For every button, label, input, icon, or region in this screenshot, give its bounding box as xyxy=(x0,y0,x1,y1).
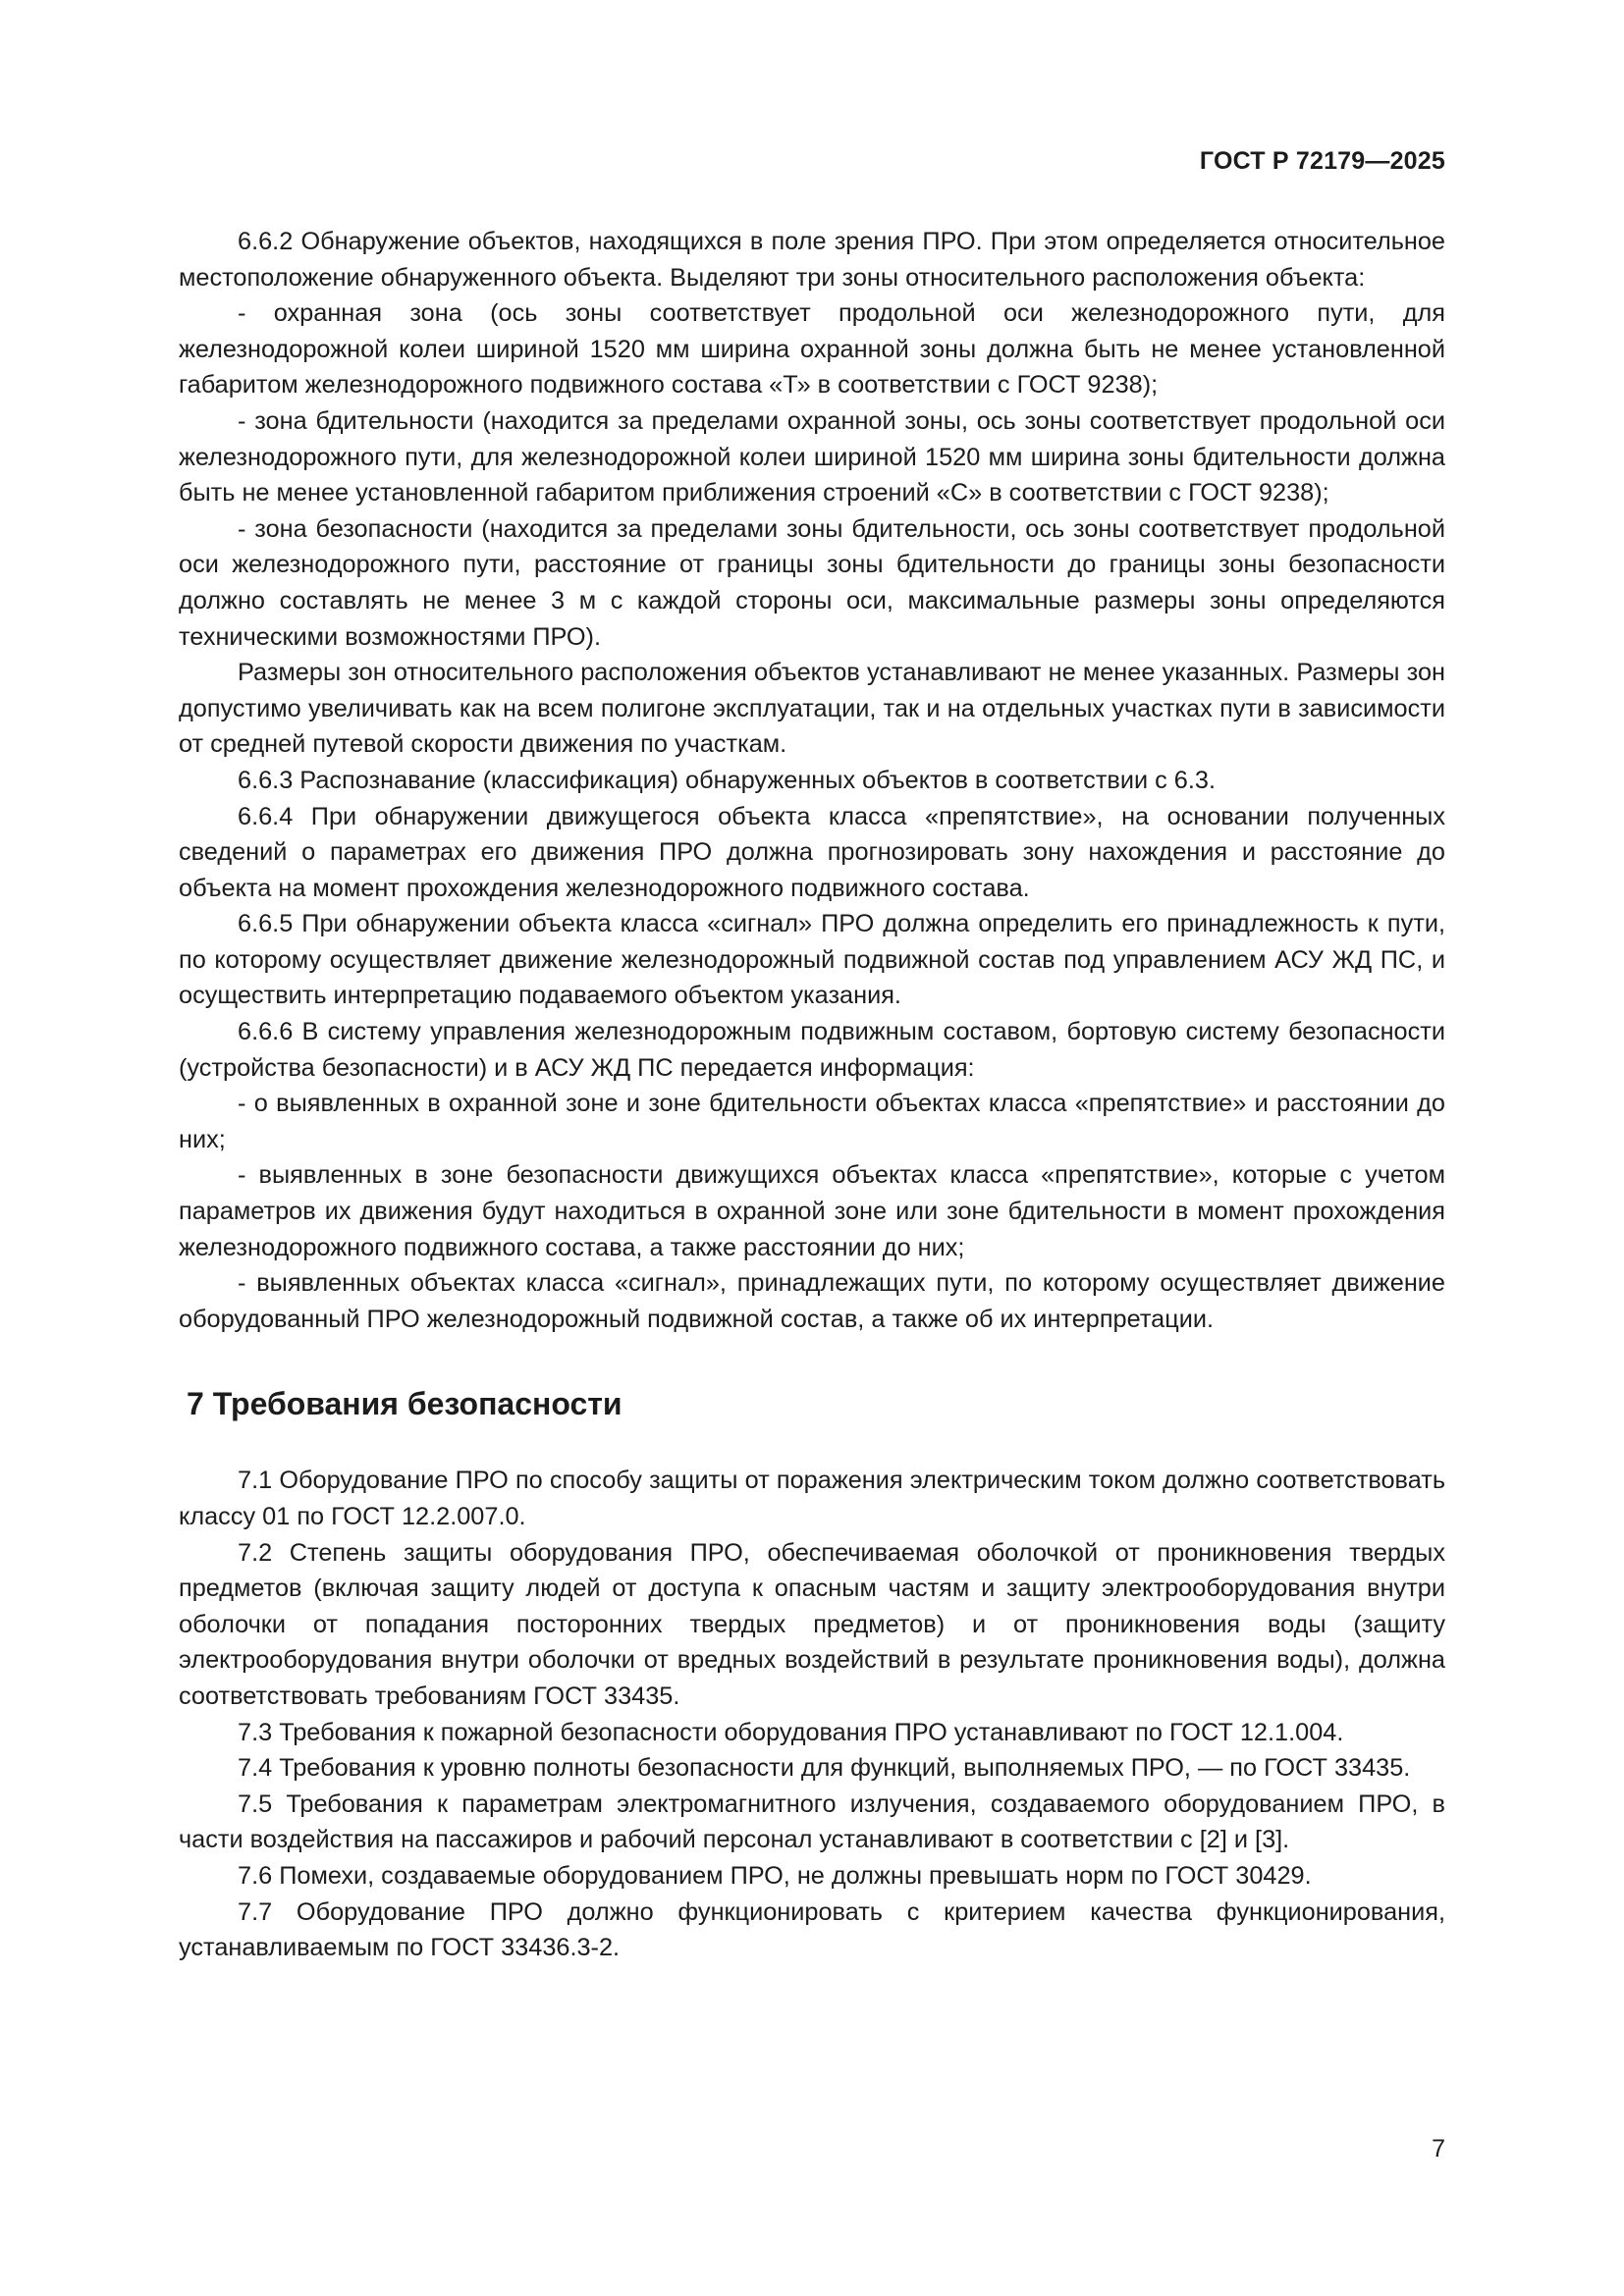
list-item-obstacles-detected: - о выявленных в охранной зоне и зоне бдительности объектах класса «препятствие» и расстоянии до них; xyxy=(179,1090,1445,1153)
paragraph-7-1: 7.1 Оборудование ПРО по способу защиты от поражения электрическим током должно соответствовать классу 01 по ГОСТ 12.2.007.0. xyxy=(179,1467,1445,1530)
paragraph-7-7: 7.7 Оборудование ПРО должно функционировать с критерием качества функционирования, устанавливаемым по ГОСТ 33436.3-2. xyxy=(179,1897,1445,1962)
list-item-signals: - выявленных объектах класса «сигнал», принадлежащих пути, по которому осуществляет движение оборудованный ПРО железнодорожный подвижной состав, а также об их интерпретации. xyxy=(179,1269,1445,1333)
paragraph-6-6-3: 6.6.3 Распознавание (классификация) обнаруженных объектов в соответствии с 6.3. xyxy=(238,766,1217,794)
paragraph-7-2: 7.2 Степень защиты оборудования ПРО, обеспечиваемая оболочкой от проникновения твердых предметов (включая защиту людей от доступа к опасным частям и защиту электрооборудования внутри оболочки от попадания посторонних твердых предметов) и от проникновения воды (защиту электрооборудования внутри оболочки от вредных воздействий в результате проникновения воды), должна соответствовать требованиям ГОСТ 33435. xyxy=(179,1538,1445,1710)
list-item-guard-zone: - охранная зона (ось зоны соответствует продольной оси железнодорожного пути, для железнодорожной колеи шириной 1520 мм ширина охранной зоны должна быть не менее установленной габаритом железнодорожного подвижного состава «Т» в соответствии с ГОСТ 9238); xyxy=(179,299,1445,400)
page-number: 7 xyxy=(1432,2135,1445,2163)
list-item-moving-obstacles: - выявленных в зоне безопасности движущихся объектах класса «препятствие», которые с учетом параметров их движения будут находиться в охранной зоне или зоне бдительности в момент прохождения железнодорожного подвижного состава, а также расстоянии до них; xyxy=(179,1161,1445,1261)
paragraph-6-6-4: 6.6.4 При обнаружении движущегося объекта класса «препятствие», на основании полученных сведений о параметрах его движения ПРО должна прогнозировать зону нахождения и расстояние до объекта на момент прохождения железнодорожного подвижного состава. xyxy=(179,802,1445,902)
page-content xyxy=(179,224,1445,1966)
paragraph-6-6-5: 6.6.5 При обнаружении объекта класса «сигнал» ПРО должна определить его принадлежность к пути, по которому осуществляет движение железнодорожный подвижной состав под управлением АСУ ЖД ПС, и осуществить интерпретацию подаваемого объектом указания. xyxy=(179,910,1445,1010)
list-item-safety-zone: - зона безопасности (находится за пределами зоны бдительности, ось зоны соответствует продольной оси железнодорожного пути, расстояние от границы зоны бдительности до границы зоны безопасности должно составлять не менее 3 м с каждой стороны оси, максимальные размеры зоны определяются техническими возможностями ПРО). xyxy=(179,514,1445,651)
list-item-vigilance-zone: - зона бдительности (находится за пределами охранной зоны, ось зоны соответствует продольной оси железнодорожного пути, для железнодорожной колеи шириной 1520 мм ширина зоны бдительности должна быть не менее установленной габаритом приближения строений «С» в соответствии с ГОСТ 9238); xyxy=(179,406,1445,507)
document-code-header: ГОСТ Р 72179—2025 xyxy=(1199,147,1445,175)
paragraph-7-4: 7.4 Требования к уровню полноты безопасности для функций, выполняемых ПРО, — по ГОСТ 33435. xyxy=(238,1754,1411,1783)
paragraph-7-3: 7.3 Требования к пожарной безопасности оборудования ПРО устанавливают по ГОСТ 12.1.004. xyxy=(238,1718,1344,1746)
section-heading-7: 7 Требования безопасности xyxy=(187,1386,623,1422)
paragraph-zone-sizes: Размеры зон относительного расположения объектов устанавливают не менее указанных. Размеры зон допустимо увеличивать как на всем полигоне эксплуатации, так и на отдельных участках пути в зависимости от средней путевой скорости движения по участкам. xyxy=(179,659,1445,759)
paragraph-7-6: 7.6 Помехи, создаваемые оборудованием ПРО, не должны превышать норм по ГОСТ 30429. xyxy=(238,1861,1312,1890)
paragraph-6-6-2: 6.6.2 Обнаружение объектов, находящихся в поле зрения ПРО. При этом определяется относительное местоположение обнаруженного объекта. Выделяют три зоны относительного расположения объекта: xyxy=(179,228,1445,292)
paragraph-6-6-6: 6.6.6 В систему управления железнодорожным подвижным составом, бортовую систему безопасности (устройства безопасности) и в АСУ ЖД ПС передается информация: xyxy=(179,1018,1445,1082)
paragraph-7-5: 7.5 Требования к параметрам электромагнитного излучения, создаваемого оборудованием ПРО, в части воздействия на пассажиров и рабочий персонал устанавливают в соответствии с [2] и [3]. xyxy=(179,1789,1445,1854)
